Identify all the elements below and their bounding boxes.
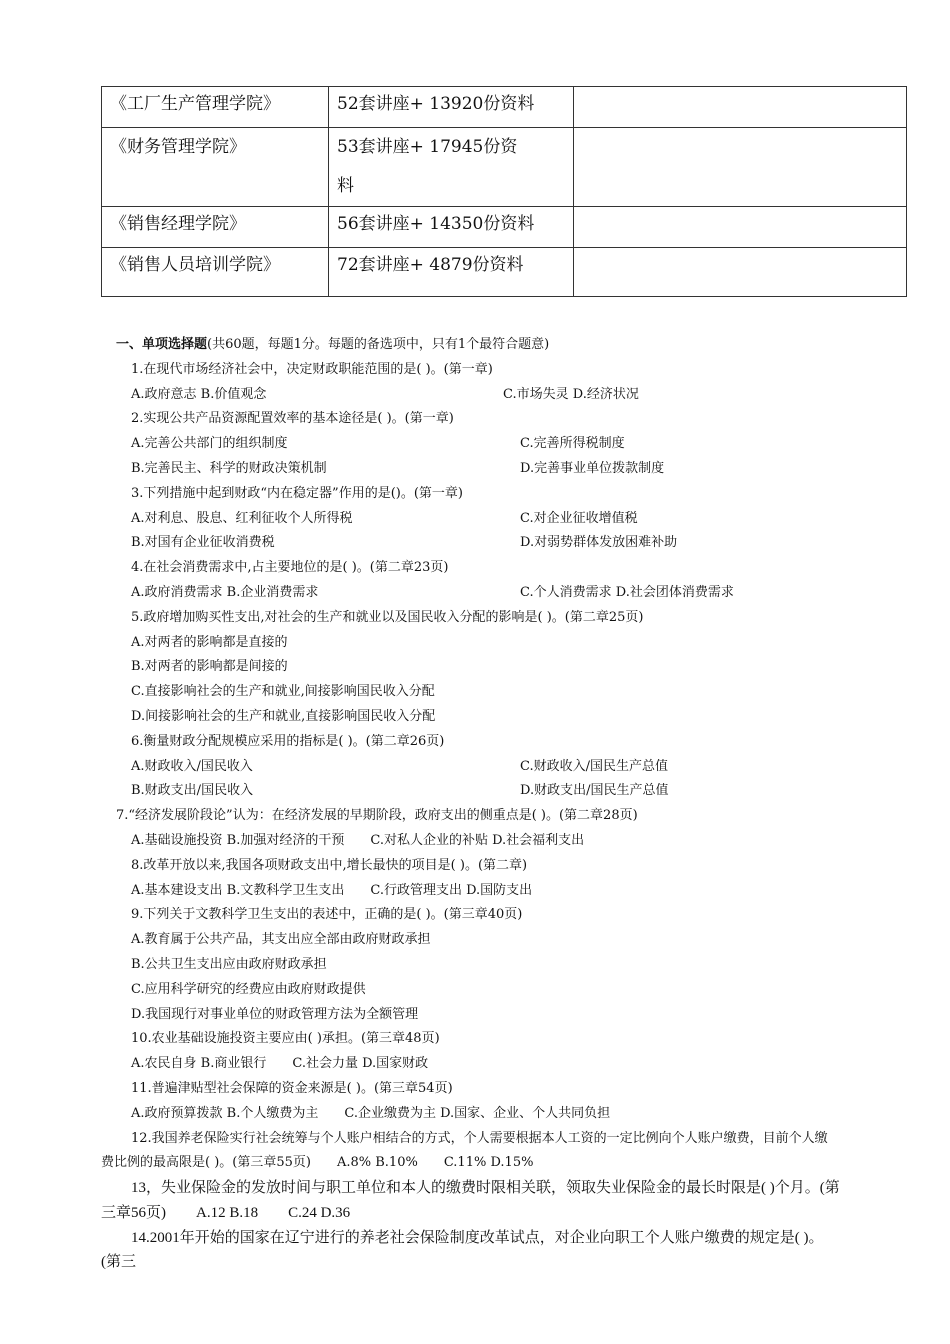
question-6-options-ac — [0, 755, 950, 780]
question-3-options-bd — [0, 531, 950, 556]
option-a: A.对利息、股息、红利征收个人所得税 — [131, 510, 353, 526]
question-1: 1.在现代市场经济社会中，决定财政职能范围的是( )。(第一章) — [131, 361, 493, 377]
option-cd: C.个人消费需求 D.社会团体消费需求 — [520, 584, 734, 600]
table-row — [102, 207, 907, 248]
table-cell-name: 《财务管理学院》 — [102, 128, 329, 207]
question-14: 14.2001年开始的国家在辽宁进行的养老社会保险制度改革试点，对企业向职工个人账户缴费的规定是( )。(第三 — [101, 1229, 824, 1271]
table-cell-desc-line2: 料 — [337, 176, 354, 196]
option-d: D.财政支出/国民生产总值 — [520, 783, 669, 799]
option-a: A.对两者的影响都是直接的 — [131, 634, 288, 650]
table-cell-name: 《销售人员培训学院》 — [102, 248, 329, 297]
table-cell-empty — [574, 87, 907, 128]
question-2: 2.实现公共产品资源配置效率的基本途径是( )。(第一章) — [131, 411, 454, 427]
option-d: D.对弱势群体发放困难补助 — [520, 535, 678, 551]
table-cell-desc-line1: 53套讲座+ 17945份资 — [337, 137, 518, 157]
option-b: B.公共卫生支出应由政府财政承担 — [131, 956, 327, 972]
question-4: 4.在社会消费需求中,占主要地位的是( )。(第二章23页) — [131, 560, 449, 576]
option-cd: C.市场失灵 D.经济状况 — [503, 386, 639, 402]
option-c: C.应用科学研究的经费应由政府财政提供 — [131, 981, 366, 997]
table-cell-name: 《销售经理学院》 — [102, 207, 329, 248]
option-c: C.对企业征收增值税 — [520, 510, 638, 526]
question-13: 13，失业保险金的发放时间与职工单位和本人的缴费时限相关联，领取失业保险金的最长时限是( )个月。(第三章56页) A.12 B.18 C.24 D.36 — [101, 1180, 840, 1221]
question-6: 6.衡量财政分配规模应采用的指标是( )。(第二章26页) — [131, 733, 445, 749]
table-cell-name: 《工厂生产管理学院》 — [102, 87, 329, 128]
table-cell-desc: 56套讲座+ 14350份资料 — [329, 207, 574, 248]
question-7-options: A.基础设施投资 B.加强对经济的干预 C.对私人企业的补贴 D.社会福利支出 — [131, 832, 585, 848]
question-8-options: A.基本建设支出 B.文教科学卫生支出 C.行政管理支出 D.国防支出 — [131, 882, 533, 898]
question-8: 8.改革开放以来,我国各项财政支出中,增长最快的项目是( )。(第二章) — [131, 857, 528, 873]
question-10-options: A.农民自身 B.商业银行 C.社会力量 D.国家财政 — [131, 1056, 429, 1072]
option-c: C.完善所得税制度 — [520, 436, 625, 452]
question-11-options: A.政府预算拨款 B.个人缴费为主 C.企业缴费为主 D.国家、企业、个人共同负担 — [131, 1105, 611, 1121]
option-b: B.对国有企业征收消费税 — [131, 535, 275, 551]
option-b: B.对两者的影响都是间接的 — [131, 659, 288, 675]
section-heading-title: 一、单项选择题 — [116, 337, 208, 352]
option-c: C.直接影响社会的生产和就业,间接影响国民收入分配 — [131, 684, 435, 700]
option-b: B.完善民主、科学的财政决策机制 — [131, 460, 327, 476]
section-heading — [0, 333, 950, 358]
resource-table — [101, 86, 907, 297]
table-row — [102, 87, 907, 128]
question-3: 3.下列措施中起到财政“内在稳定器”作用的是()。(第一章) — [131, 485, 463, 501]
question-6-options-bd — [0, 779, 950, 804]
option-d: D.我国现行对事业单位的财政管理方法为全额管理 — [131, 1006, 419, 1022]
option-a: A.完善公共部门的组织制度 — [131, 436, 288, 452]
question-section — [0, 333, 950, 1275]
option-ab: A.政府消费需求 B.企业消费需求 — [131, 584, 319, 600]
table-cell-desc — [329, 128, 574, 207]
section-heading-note: (共60题，每题1分。每题的备选项中，只有1个最符合题意) — [207, 337, 550, 352]
question-7: 7.“经济发展阶段论”认为：在经济发展的早期阶段，政府支出的侧重点是( )。(第二章28页) — [116, 808, 638, 824]
table-cell-desc: 52套讲座+ 13920份资料 — [329, 87, 574, 128]
option-c: C.财政收入/国民生产总值 — [520, 758, 668, 774]
table-cell-empty — [574, 248, 907, 297]
table-cell-empty — [574, 207, 907, 248]
option-b: B.财政支出/国民收入 — [131, 783, 254, 799]
question-10: 10.农业基础设施投资主要应由( )承担。(第三章48页) — [131, 1031, 440, 1047]
question-3-options-ac — [0, 507, 950, 532]
table-cell-desc: 72套讲座+ 4879份资料 — [329, 248, 574, 297]
table-row — [102, 248, 907, 297]
question-4-options — [0, 581, 950, 606]
table-cell-empty — [574, 128, 907, 207]
option-ab: A.政府意志 B.价值观念 — [131, 386, 267, 402]
question-2-options-ac — [0, 432, 950, 457]
question-1-options — [0, 383, 950, 408]
question-5: 5.政府增加购买性支出,对社会的生产和就业以及国民收入分配的影响是( )。(第二章25页) — [131, 609, 644, 625]
option-d: D.完善事业单位拨款制度 — [520, 460, 665, 476]
option-d: D.间接影响社会的生产和就业,直接影响国民收入分配 — [131, 708, 436, 724]
table-row — [102, 128, 907, 207]
option-a: A.财政收入/国民收入 — [131, 758, 253, 774]
question-9: 9.下列关于文教科学卫生支出的表述中，正确的是( )。(第三章40页) — [131, 907, 523, 923]
question-2-options-bd — [0, 457, 950, 482]
question-12: 12.我国养老保险实行社会统筹与个人账户相结合的方式，个人需要根据本人工资的一定比例向个人账户缴费，目前个人缴费比例的最高限是( )。(第三章55页) A.8% B.10% C.11% D.15% — [101, 1130, 828, 1171]
option-a: A.教育属于公共产品，其支出应全部由政府财政承担 — [131, 932, 431, 948]
question-11: 11.普遍津贴型社会保障的资金来源是( )。(第三章54页) — [131, 1080, 453, 1096]
